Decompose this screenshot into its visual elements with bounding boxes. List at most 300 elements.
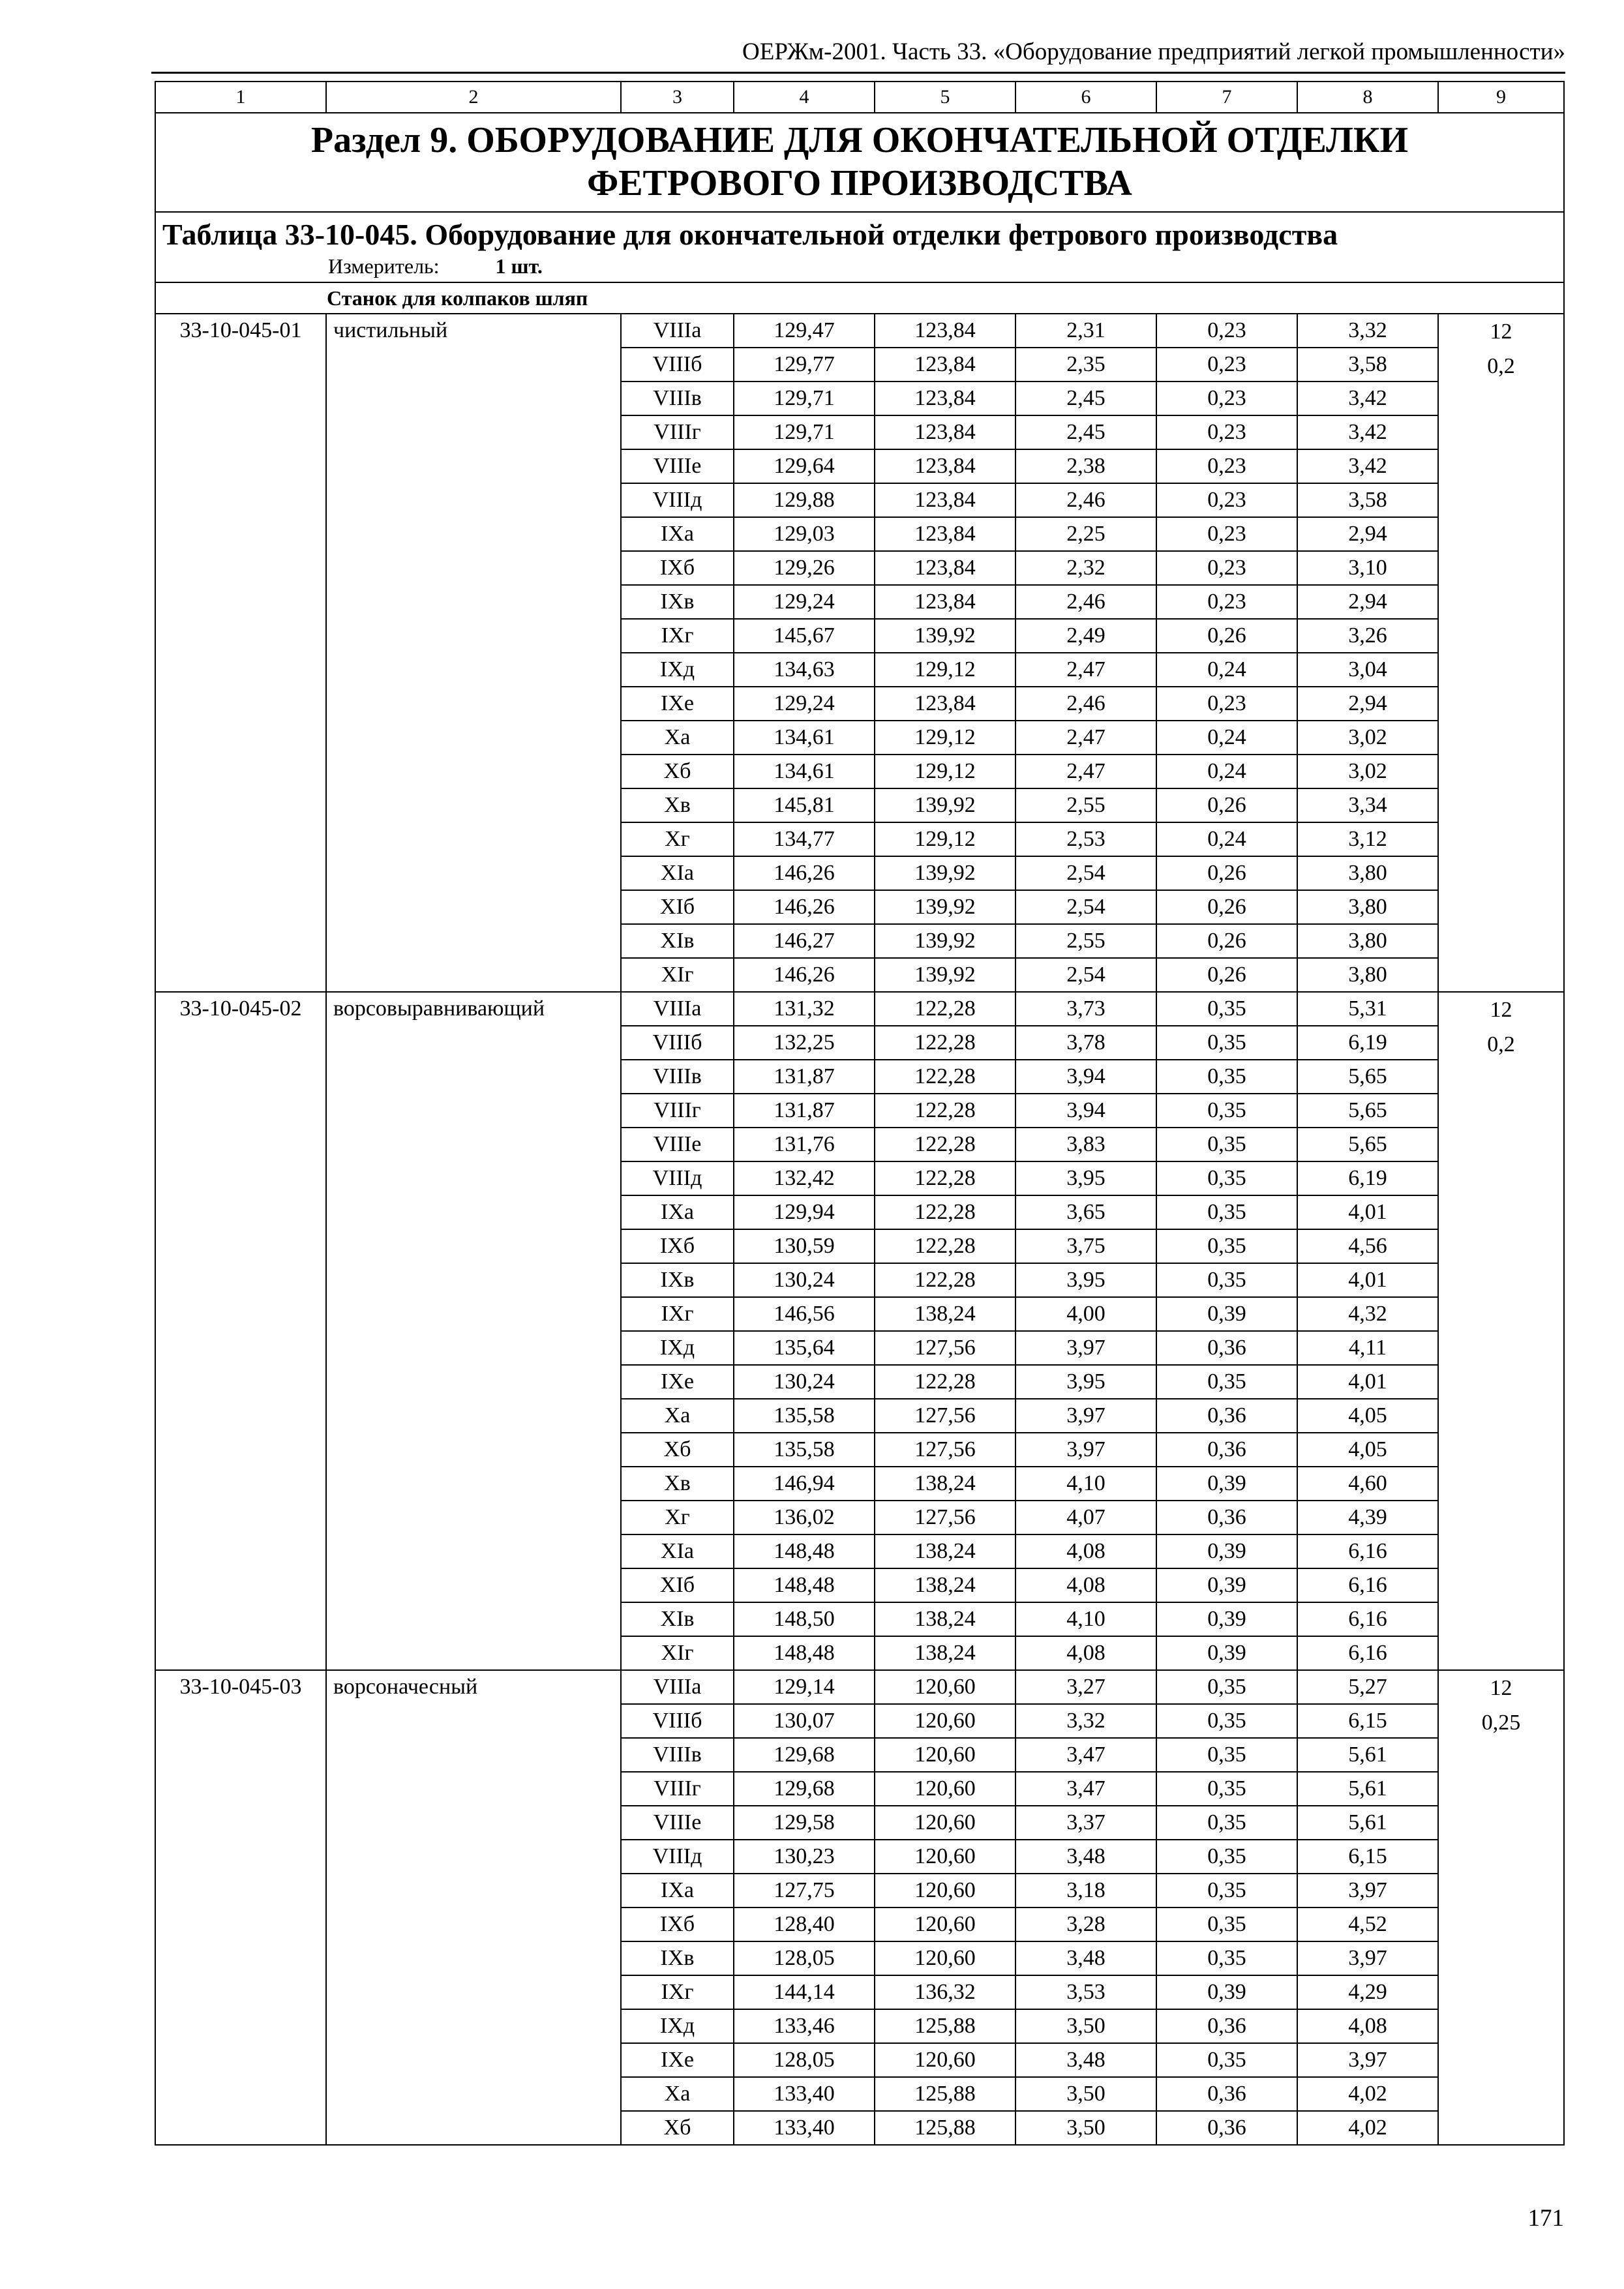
value-col4-cell: 136,02 (734, 1501, 875, 1534)
resource-type-cell: IXг (621, 619, 734, 653)
value-col5-cell: 120,60 (875, 1772, 1015, 1806)
value-col4-cell: 146,26 (734, 890, 875, 924)
value-col8-cell: 4,29 (1297, 1975, 1438, 2009)
value-col5-cell: 120,60 (875, 1806, 1015, 1840)
value-col4-cell: 129,58 (734, 1806, 875, 1840)
value-col7-cell: 0,24 (1156, 653, 1297, 687)
value-col4-cell: 129,71 (734, 415, 875, 449)
value-col4-cell: 130,07 (734, 1704, 875, 1738)
value-col6-cell: 2,35 (1015, 348, 1156, 382)
value-col8-cell: 6,16 (1297, 1534, 1438, 1568)
value-col8-cell: 4,01 (1297, 1195, 1438, 1229)
value-col7-cell: 0,26 (1156, 788, 1297, 822)
value-col4-cell: 129,14 (734, 1670, 875, 1704)
value-col4-cell: 146,27 (734, 924, 875, 958)
column-number: 5 (875, 82, 1015, 113)
value-col4-cell: 148,48 (734, 1534, 875, 1568)
value-col4-cell: 129,64 (734, 449, 875, 483)
value-col5-cell: 122,28 (875, 1229, 1015, 1263)
value-col7-cell: 0,35 (1156, 1094, 1297, 1128)
value-col5-cell: 120,60 (875, 1704, 1015, 1738)
value-col8-cell: 3,80 (1297, 856, 1438, 890)
resource-type-cell: Xб (621, 1433, 734, 1467)
value-col5-cell: 123,84 (875, 687, 1015, 721)
value-col5-cell: 123,84 (875, 382, 1015, 415)
value-col7-cell: 0,24 (1156, 822, 1297, 856)
measure-value: 1 шт. (495, 254, 543, 278)
value-col8-cell: 6,15 (1297, 1840, 1438, 1874)
value-col7-cell: 0,26 (1156, 924, 1297, 958)
norm-name-cell: ворсоначесный (326, 1670, 621, 2145)
resource-type-cell: IXб (621, 1908, 734, 1941)
value-col7-cell: 0,23 (1156, 348, 1297, 382)
value-col8-cell: 5,65 (1297, 1094, 1438, 1128)
value-col6-cell: 2,38 (1015, 449, 1156, 483)
column-number: 6 (1015, 82, 1156, 113)
resource-type-cell: VIIIб (621, 348, 734, 382)
value-col7-cell: 0,23 (1156, 382, 1297, 415)
value-col5-cell: 139,92 (875, 856, 1015, 890)
value-col5-cell: 123,84 (875, 551, 1015, 585)
value-col5-cell: 127,56 (875, 1399, 1015, 1433)
value-col5-cell: 120,60 (875, 1874, 1015, 1908)
value-col8-cell: 3,32 (1297, 314, 1438, 348)
value-col6-cell: 3,48 (1015, 1840, 1156, 1874)
value-col8-cell: 4,01 (1297, 1263, 1438, 1297)
page-number: 171 (1527, 2205, 1564, 2232)
norm-name-cell: чистильный (326, 314, 621, 992)
value-col6-cell: 3,94 (1015, 1094, 1156, 1128)
resource-type-cell: IXв (621, 585, 734, 619)
value-col6-cell: 4,08 (1015, 1534, 1156, 1568)
col9-value: 12 (1490, 320, 1512, 344)
value-col7-cell: 0,35 (1156, 1840, 1297, 1874)
col9-value: 12 (1490, 998, 1512, 1022)
norm-code-cell: 33-10-045-01 (155, 314, 326, 992)
value-col5-cell: 122,28 (875, 1365, 1015, 1399)
norm-code-cell: 33-10-045-03 (155, 1670, 326, 2145)
value-col4-cell: 128,05 (734, 2043, 875, 2077)
value-col5-cell: 122,28 (875, 1161, 1015, 1195)
value-col4-cell: 129,47 (734, 314, 875, 348)
value-col4-cell: 130,59 (734, 1229, 875, 1263)
value-col7-cell: 0,35 (1156, 1941, 1297, 1975)
value-col8-cell: 4,05 (1297, 1399, 1438, 1433)
resource-type-cell: IXа (621, 1874, 734, 1908)
value-col6-cell: 3,18 (1015, 1874, 1156, 1908)
value-col4-cell: 132,25 (734, 1026, 875, 1060)
value-col8-cell: 6,19 (1297, 1026, 1438, 1060)
value-col8-cell: 4,02 (1297, 2077, 1438, 2111)
norms-table (155, 81, 1565, 2146)
value-col7-cell: 0,35 (1156, 1161, 1297, 1195)
table-row (155, 992, 1564, 1026)
value-col4-cell: 131,32 (734, 992, 875, 1026)
value-col5-cell: 127,56 (875, 1433, 1015, 1467)
resource-type-cell: VIIIе (621, 449, 734, 483)
value-col8-cell: 5,27 (1297, 1670, 1438, 1704)
value-col4-cell: 148,50 (734, 1602, 875, 1636)
col9-cell (1438, 1670, 1564, 2145)
value-col4-cell: 129,24 (734, 687, 875, 721)
value-col7-cell: 0,35 (1156, 1195, 1297, 1229)
value-col5-cell: 139,92 (875, 924, 1015, 958)
value-col7-cell: 0,35 (1156, 1874, 1297, 1908)
value-col4-cell: 129,26 (734, 551, 875, 585)
value-col8-cell: 6,16 (1297, 1568, 1438, 1602)
value-col5-cell: 125,88 (875, 2111, 1015, 2145)
resource-type-cell: XIб (621, 890, 734, 924)
column-number: 8 (1297, 82, 1438, 113)
value-col6-cell: 3,95 (1015, 1263, 1156, 1297)
resource-type-cell: VIIIа (621, 1670, 734, 1704)
value-col7-cell: 0,39 (1156, 1975, 1297, 2009)
value-col8-cell: 4,56 (1297, 1229, 1438, 1263)
resource-type-cell: VIIIд (621, 483, 734, 517)
value-col5-cell: 122,28 (875, 1094, 1015, 1128)
value-col4-cell: 146,56 (734, 1297, 875, 1331)
value-col5-cell: 123,84 (875, 517, 1015, 551)
resource-type-cell: XIг (621, 958, 734, 992)
value-col6-cell: 3,32 (1015, 1704, 1156, 1738)
running-header: ОЕРЖм-2001. Часть 33. «Оборудование предприятий легкой промышленности» (742, 38, 1565, 65)
value-col8-cell: 2,94 (1297, 687, 1438, 721)
column-number: 3 (621, 82, 734, 113)
value-col7-cell: 0,39 (1156, 1467, 1297, 1501)
value-col5-cell: 129,12 (875, 653, 1015, 687)
value-col6-cell: 3,48 (1015, 1941, 1156, 1975)
value-col8-cell: 3,34 (1297, 788, 1438, 822)
value-col7-cell: 0,23 (1156, 483, 1297, 517)
value-col7-cell: 0,23 (1156, 585, 1297, 619)
value-col7-cell: 0,23 (1156, 314, 1297, 348)
value-col6-cell: 3,27 (1015, 1670, 1156, 1704)
value-col4-cell: 145,81 (734, 788, 875, 822)
resource-type-cell: Xб (621, 755, 734, 788)
resource-type-cell: VIIIб (621, 1704, 734, 1738)
norm-name-cell: ворсовыравнивающий (326, 992, 621, 1670)
value-col4-cell: 129,24 (734, 585, 875, 619)
resource-type-cell: XIа (621, 1534, 734, 1568)
column-number: 2 (326, 82, 621, 113)
value-col5-cell: 136,32 (875, 1975, 1015, 2009)
value-col4-cell: 131,87 (734, 1060, 875, 1094)
value-col6-cell: 2,25 (1015, 517, 1156, 551)
value-col6-cell: 2,45 (1015, 415, 1156, 449)
value-col8-cell: 3,42 (1297, 415, 1438, 449)
value-col8-cell: 6,19 (1297, 1161, 1438, 1195)
value-col8-cell: 4,11 (1297, 1331, 1438, 1365)
value-col4-cell: 129,68 (734, 1772, 875, 1806)
value-col8-cell: 3,58 (1297, 483, 1438, 517)
value-col6-cell: 2,55 (1015, 788, 1156, 822)
value-col4-cell: 133,40 (734, 2111, 875, 2145)
resource-type-cell: IXа (621, 1195, 734, 1229)
resource-type-cell: VIIIе (621, 1806, 734, 1840)
value-col8-cell: 6,16 (1297, 1602, 1438, 1636)
value-col6-cell: 3,47 (1015, 1738, 1156, 1772)
header-rule (151, 72, 1565, 74)
resource-type-cell: IXг (621, 1975, 734, 2009)
value-col8-cell: 4,32 (1297, 1297, 1438, 1331)
value-col8-cell: 5,65 (1297, 1060, 1438, 1094)
resource-type-cell: IXб (621, 1229, 734, 1263)
norm-code-cell: 33-10-045-02 (155, 992, 326, 1670)
value-col4-cell: 127,75 (734, 1874, 875, 1908)
resource-type-cell: IXв (621, 1263, 734, 1297)
value-col5-cell: 120,60 (875, 2043, 1015, 2077)
value-col5-cell: 139,92 (875, 788, 1015, 822)
value-col8-cell: 3,42 (1297, 382, 1438, 415)
value-col4-cell: 146,94 (734, 1467, 875, 1501)
value-col5-cell: 122,28 (875, 1060, 1015, 1094)
value-col4-cell: 134,61 (734, 721, 875, 755)
resource-type-cell: Xа (621, 721, 734, 755)
value-col7-cell: 0,39 (1156, 1602, 1297, 1636)
value-col8-cell: 3,04 (1297, 653, 1438, 687)
value-col6-cell: 3,37 (1015, 1806, 1156, 1840)
value-col8-cell: 3,80 (1297, 958, 1438, 992)
value-col7-cell: 0,26 (1156, 890, 1297, 924)
resource-type-cell: XIв (621, 1602, 734, 1636)
value-col4-cell: 129,94 (734, 1195, 875, 1229)
value-col8-cell: 3,26 (1297, 619, 1438, 653)
value-col6-cell: 3,95 (1015, 1365, 1156, 1399)
resource-type-cell: IXг (621, 1297, 734, 1331)
value-col6-cell: 4,08 (1015, 1636, 1156, 1670)
table-title: Таблица 33-10-045. Оборудование для окончательной отделки фетрового производства (162, 218, 1338, 251)
value-col7-cell: 0,39 (1156, 1568, 1297, 1602)
value-col6-cell: 2,54 (1015, 890, 1156, 924)
value-col8-cell: 6,15 (1297, 1704, 1438, 1738)
value-col7-cell: 0,26 (1156, 619, 1297, 653)
value-col8-cell: 4,39 (1297, 1501, 1438, 1534)
value-col5-cell: 122,28 (875, 1128, 1015, 1161)
value-col6-cell: 2,46 (1015, 585, 1156, 619)
resource-type-cell: IXе (621, 687, 734, 721)
value-col6-cell: 3,50 (1015, 2009, 1156, 2043)
resource-type-cell: VIIIе (621, 1128, 734, 1161)
value-col7-cell: 0,26 (1156, 958, 1297, 992)
value-col7-cell: 0,35 (1156, 1229, 1297, 1263)
value-col8-cell: 3,42 (1297, 449, 1438, 483)
resource-type-cell: VIIIв (621, 1060, 734, 1094)
value-col8-cell: 4,05 (1297, 1433, 1438, 1467)
value-col7-cell: 0,23 (1156, 449, 1297, 483)
value-col5-cell: 120,60 (875, 1941, 1015, 1975)
value-col6-cell: 3,97 (1015, 1433, 1156, 1467)
value-col5-cell: 127,56 (875, 1331, 1015, 1365)
value-col5-cell: 127,56 (875, 1501, 1015, 1534)
column-number: 9 (1438, 82, 1564, 113)
value-col5-cell: 120,60 (875, 1670, 1015, 1704)
resource-type-cell: VIIIг (621, 415, 734, 449)
table-title-row (155, 212, 1564, 282)
value-col5-cell: 138,24 (875, 1602, 1015, 1636)
value-col6-cell: 2,31 (1015, 314, 1156, 348)
value-col7-cell: 0,36 (1156, 1331, 1297, 1365)
value-col4-cell: 135,64 (734, 1331, 875, 1365)
value-col4-cell: 130,24 (734, 1263, 875, 1297)
value-col5-cell: 139,92 (875, 890, 1015, 924)
section-title-line: Раздел 9. ОБОРУДОВАНИЕ ДЛЯ ОКОНЧАТЕЛЬНОЙ ОТДЕЛКИ (310, 120, 1409, 160)
value-col4-cell: 145,67 (734, 619, 875, 653)
column-number: 7 (1156, 82, 1297, 113)
col9-value: 12 (1490, 1676, 1512, 1700)
value-col5-cell: 138,24 (875, 1467, 1015, 1501)
resource-type-cell: VIIIа (621, 992, 734, 1026)
value-col5-cell: 138,24 (875, 1636, 1015, 1670)
value-col7-cell: 0,36 (1156, 1501, 1297, 1534)
value-col8-cell: 2,94 (1297, 517, 1438, 551)
resource-type-cell: Xв (621, 1467, 734, 1501)
value-col5-cell: 123,84 (875, 415, 1015, 449)
section-title (155, 113, 1564, 212)
value-col8-cell: 4,01 (1297, 1365, 1438, 1399)
column-number: 1 (155, 82, 326, 113)
value-col7-cell: 0,35 (1156, 1365, 1297, 1399)
value-col5-cell: 123,84 (875, 483, 1015, 517)
value-col4-cell: 134,63 (734, 653, 875, 687)
resource-type-cell: Xв (621, 788, 734, 822)
value-col6-cell: 3,73 (1015, 992, 1156, 1026)
value-col8-cell: 4,08 (1297, 2009, 1438, 2043)
value-col4-cell: 130,24 (734, 1365, 875, 1399)
col9-cell (1438, 992, 1564, 1670)
value-col6-cell: 2,54 (1015, 958, 1156, 992)
value-col8-cell: 5,61 (1297, 1806, 1438, 1840)
value-col4-cell: 131,76 (734, 1128, 875, 1161)
col9-cell (1438, 314, 1564, 992)
value-col8-cell: 4,52 (1297, 1908, 1438, 1941)
value-col8-cell: 3,80 (1297, 890, 1438, 924)
value-col8-cell: 4,60 (1297, 1467, 1438, 1501)
value-col7-cell: 0,35 (1156, 992, 1297, 1026)
value-col4-cell: 133,46 (734, 2009, 875, 2043)
value-col7-cell: 0,24 (1156, 755, 1297, 788)
value-col7-cell: 0,39 (1156, 1534, 1297, 1568)
value-col4-cell: 133,40 (734, 2077, 875, 2111)
value-col8-cell: 3,12 (1297, 822, 1438, 856)
value-col4-cell: 144,14 (734, 1975, 875, 2009)
value-col6-cell: 2,47 (1015, 755, 1156, 788)
value-col5-cell: 138,24 (875, 1534, 1015, 1568)
value-col4-cell: 135,58 (734, 1433, 875, 1467)
resource-type-cell: IXе (621, 1365, 734, 1399)
value-col7-cell: 0,23 (1156, 551, 1297, 585)
value-col6-cell: 3,53 (1015, 1975, 1156, 2009)
resource-type-cell: XIб (621, 1568, 734, 1602)
value-col7-cell: 0,36 (1156, 2111, 1297, 2145)
value-col6-cell: 3,50 (1015, 2077, 1156, 2111)
value-col4-cell: 129,71 (734, 382, 875, 415)
value-col5-cell: 129,12 (875, 755, 1015, 788)
value-col7-cell: 0,35 (1156, 1026, 1297, 1060)
resource-type-cell: Xг (621, 1501, 734, 1534)
value-col5-cell: 138,24 (875, 1568, 1015, 1602)
value-col7-cell: 0,35 (1156, 1738, 1297, 1772)
value-col4-cell: 128,05 (734, 1941, 875, 1975)
resource-type-cell: VIIIв (621, 382, 734, 415)
table-row (155, 1670, 1564, 1704)
value-col7-cell: 0,35 (1156, 2043, 1297, 2077)
value-col6-cell: 4,00 (1015, 1297, 1156, 1331)
value-col7-cell: 0,35 (1156, 1806, 1297, 1840)
value-col6-cell: 2,45 (1015, 382, 1156, 415)
value-col6-cell: 3,48 (1015, 2043, 1156, 2077)
table-heading (155, 212, 1564, 282)
value-col8-cell: 3,02 (1297, 755, 1438, 788)
value-col5-cell: 122,28 (875, 1263, 1015, 1297)
value-col7-cell: 0,23 (1156, 415, 1297, 449)
value-col6-cell: 2,49 (1015, 619, 1156, 653)
value-col6-cell: 2,47 (1015, 653, 1156, 687)
value-col7-cell: 0,36 (1156, 1399, 1297, 1433)
value-col8-cell: 3,10 (1297, 551, 1438, 585)
value-col8-cell: 5,31 (1297, 992, 1438, 1026)
resource-type-cell: XIа (621, 856, 734, 890)
value-col4-cell: 146,26 (734, 856, 875, 890)
value-col7-cell: 0,39 (1156, 1636, 1297, 1670)
value-col4-cell: 135,58 (734, 1399, 875, 1433)
value-col6-cell: 3,28 (1015, 1908, 1156, 1941)
measure-line (162, 253, 1557, 279)
resource-type-cell: XIг (621, 1636, 734, 1670)
value-col6-cell: 2,54 (1015, 856, 1156, 890)
resource-type-cell: IXд (621, 2009, 734, 2043)
resource-type-cell: VIIIа (621, 314, 734, 348)
value-col5-cell: 122,28 (875, 1195, 1015, 1229)
value-col6-cell: 3,95 (1015, 1161, 1156, 1195)
resource-type-cell: VIIIд (621, 1161, 734, 1195)
value-col6-cell: 3,50 (1015, 2111, 1156, 2145)
resource-type-cell: VIIIг (621, 1094, 734, 1128)
value-col5-cell: 139,92 (875, 958, 1015, 992)
value-col6-cell: 3,47 (1015, 1772, 1156, 1806)
col9-value: 0,2 (1487, 1032, 1515, 1056)
resource-type-cell: VIIIд (621, 1840, 734, 1874)
value-col4-cell: 130,23 (734, 1840, 875, 1874)
value-col8-cell: 3,97 (1297, 1874, 1438, 1908)
value-col5-cell: 123,84 (875, 348, 1015, 382)
value-col4-cell: 131,87 (734, 1094, 875, 1128)
value-col4-cell: 134,61 (734, 755, 875, 788)
resource-type-cell: IXе (621, 2043, 734, 2077)
value-col6-cell: 4,10 (1015, 1467, 1156, 1501)
value-col7-cell: 0,23 (1156, 517, 1297, 551)
value-col4-cell: 129,03 (734, 517, 875, 551)
value-col8-cell: 3,58 (1297, 348, 1438, 382)
section-title-row (155, 113, 1564, 212)
value-col7-cell: 0,35 (1156, 1704, 1297, 1738)
value-col6-cell: 2,55 (1015, 924, 1156, 958)
resource-type-cell: IXд (621, 653, 734, 687)
value-col4-cell: 129,88 (734, 483, 875, 517)
value-col7-cell: 0,36 (1156, 1433, 1297, 1467)
value-col7-cell: 0,26 (1156, 856, 1297, 890)
value-col5-cell: 123,84 (875, 585, 1015, 619)
value-col4-cell: 148,48 (734, 1568, 875, 1602)
value-col5-cell: 129,12 (875, 822, 1015, 856)
value-col6-cell: 3,78 (1015, 1026, 1156, 1060)
resource-type-cell: IXб (621, 551, 734, 585)
value-col5-cell: 123,84 (875, 314, 1015, 348)
col9-value: 0,25 (1481, 1711, 1521, 1735)
value-col8-cell: 3,02 (1297, 721, 1438, 755)
value-col7-cell: 0,35 (1156, 1263, 1297, 1297)
value-col7-cell: 0,35 (1156, 1908, 1297, 1941)
resource-type-cell: VIIIб (621, 1026, 734, 1060)
